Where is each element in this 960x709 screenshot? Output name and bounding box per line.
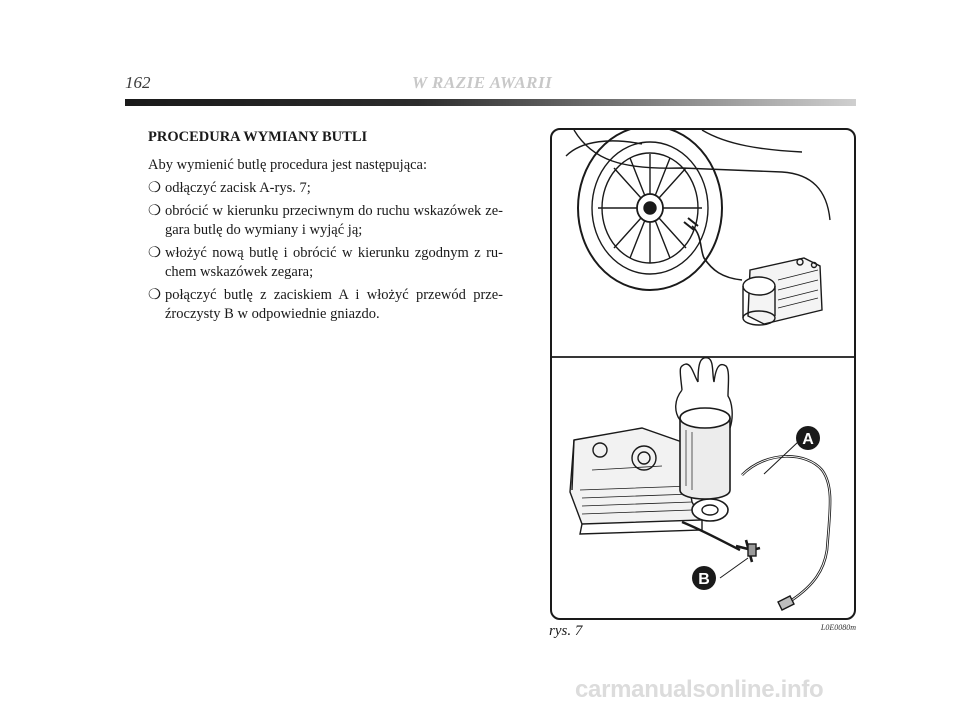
car-body-line	[702, 130, 802, 152]
label-a: A	[802, 431, 814, 448]
watermark: carmanualsonline.info	[575, 676, 824, 703]
bullet-icon: ❍	[148, 245, 161, 261]
list-item	[148, 179, 503, 198]
intro-text: Aby wymienić butlę procedura jest następująca:	[148, 157, 428, 173]
hose-a	[742, 456, 830, 600]
label-b: B	[698, 571, 710, 588]
step-text: obrócić w kierunku przeciwnym do ruchu wskazówek ze-gara butlę do wymiany i wyjąć ją;	[165, 203, 503, 238]
step-text: włożyć nową butlę i obrócić w kierunku zgodnym z ru-chem wskazówek zegara;	[165, 245, 503, 280]
fitting-b-icon	[736, 540, 760, 562]
figure-code: L0E0080m	[820, 623, 856, 632]
bullet-icon: ❍	[148, 287, 161, 303]
bottle-icon	[680, 408, 730, 499]
steps-list	[148, 179, 503, 324]
hose-b	[682, 522, 740, 550]
figure-caption: rys. 7	[549, 623, 583, 639]
wheel-icon	[578, 130, 722, 290]
valve-cap	[684, 218, 698, 230]
hose-end-fitting	[778, 596, 794, 610]
inflation-hose	[692, 226, 742, 280]
list-item	[148, 244, 503, 282]
bullet-icon: ❍	[148, 180, 161, 196]
step-text: odłączyć zacisk A-rys. 7;	[165, 180, 311, 196]
car-fender	[566, 141, 642, 156]
figure-illustration	[552, 130, 854, 618]
car-body-outline	[574, 130, 830, 220]
page-number: 162	[125, 73, 151, 92]
figure-box	[550, 128, 856, 620]
section-title: W RAZIE AWARII	[412, 73, 553, 92]
leader-line-b	[720, 558, 748, 578]
content-column	[148, 128, 503, 328]
procedure-heading: PROCEDURA WYMIANY BUTLI	[148, 129, 368, 145]
list-item	[148, 202, 503, 240]
header-rule	[125, 99, 856, 106]
step-text: połączyć butlę z zaciskiem A i włożyć przewód prze-źroczysty B w odpowiednie gniazdo.	[165, 287, 503, 322]
list-item	[148, 286, 503, 324]
bullet-icon: ❍	[148, 203, 161, 219]
compressor-top	[743, 258, 822, 325]
